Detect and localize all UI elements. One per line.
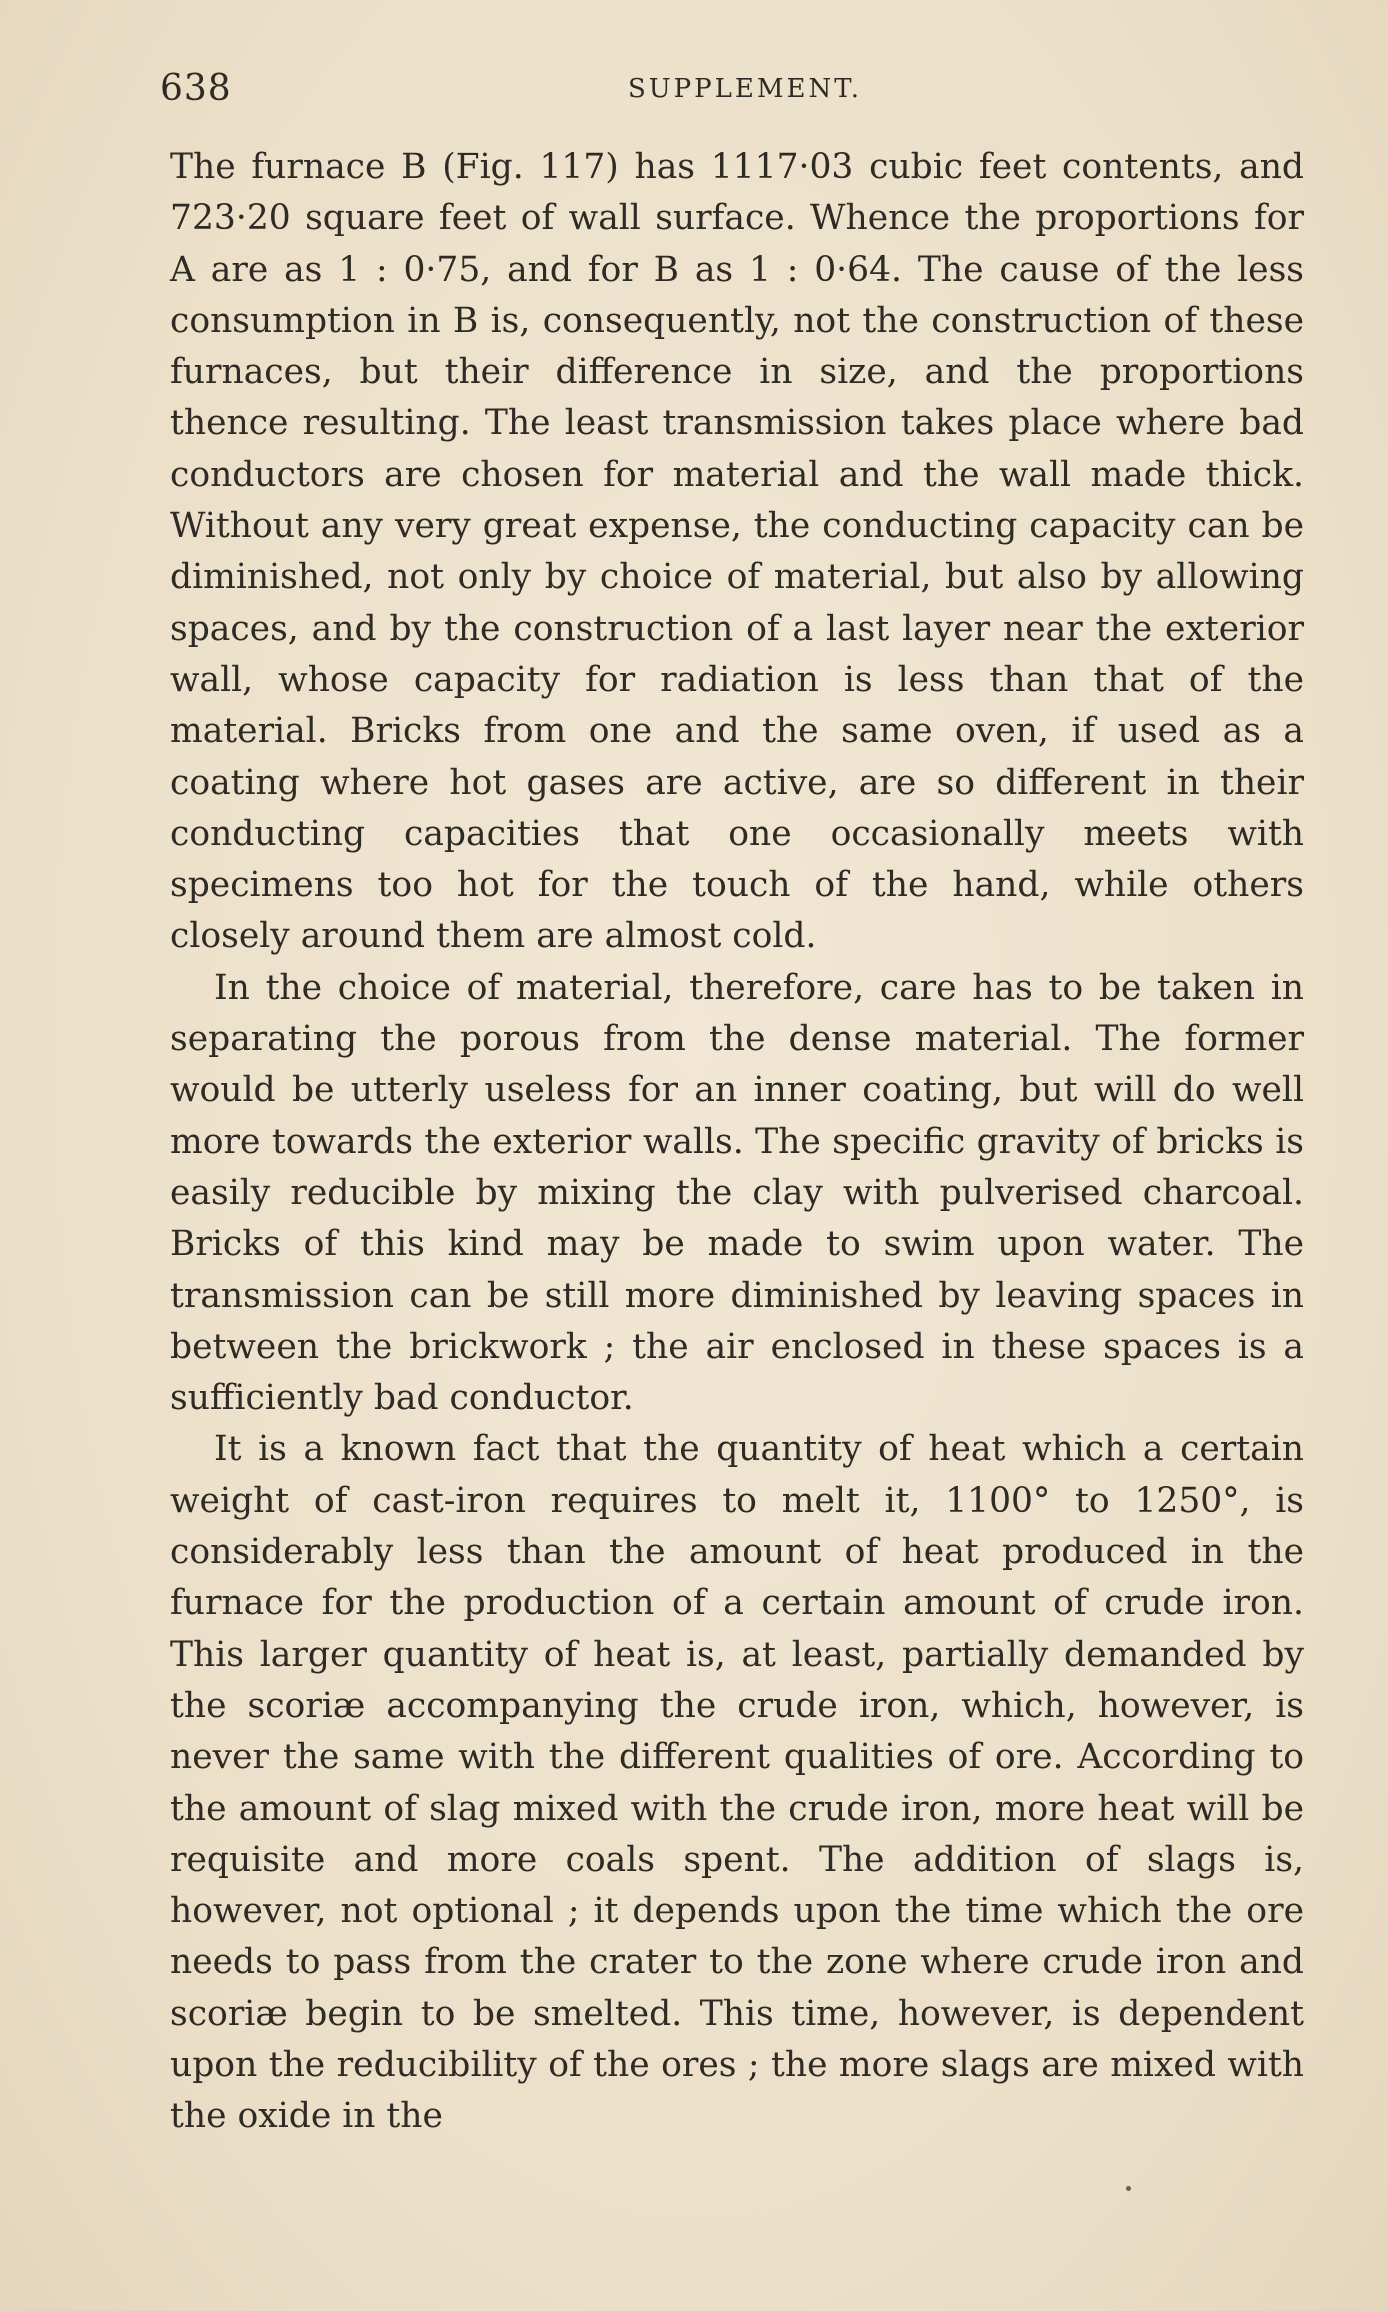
running-head	[160, 68, 1300, 118]
paragraph-1: The furnace B (Fig. 117) has 1117·03 cubic feet contents, and 723·20 square feet of wall surface. Whence the proportions for A are as 1 : 0·75, and for B as 1 : 0·64. The cause of the less consumption in B is, consequently, not the construction of these furnaces, but their difference in size, and the proportions thence resulting. The least transmission takes place where bad conductors are chosen for material and the wall made thick. Without any very great expense, the conducting capacity can be diminished, not only by choice of material, but also by allowing spaces, and by the construction of a last layer near the exterior wall, whose capacity for radiation is less than that of the material. Bricks from one and the same oven, if used as a coating where hot gases are active, are so different in their conducting capacities that one occasionally meets with specimens too hot for the touch of the hand, while others closely around them are almost cold.	[170, 147, 1304, 957]
running-head-title: SUPPLEMENT.	[627, 74, 863, 104]
body-text	[170, 142, 1304, 2143]
paragraph-3: It is a known fact that the quantity of heat which a certain weight of cast-iron requires to melt it, 1100° to 1250°, is considerably less than the amount of heat produced in the furnace for the production of a certain amount of crude iron. This larger quantity of heat is, at least, partially demanded by the scoriæ accompanying the crude iron, which, however, is never the same with the different qualities of ore. According to the amount of slag mixed with the crude iron, more heat will be requisite and more coals spent. The addition of slags is, however, not optional ; it depends upon the time which the ore needs to pass from the crater to the zone where crude iron and scoriæ begin to be smelted. This time, however, is dependent upon the reducibility of the ores ; the more slags are mixed with the oxide in the	[170, 1429, 1304, 2137]
page-number: 638	[160, 68, 232, 109]
ink-speck	[1126, 2186, 1131, 2191]
paragraph-2: In the choice of material, therefore, care has to be taken in separating the porous from the dense material. The former would be utterly useless for an inner coating, but will do well more towards the exterior walls. The specific gravity of bricks is easily reducible by mixing the clay with pulverised charcoal. Bricks of this kind may be made to swim upon water. The transmission can be still more diminished by leaving spaces in between the brickwork ; the air enclosed in these spaces is a sufficiently bad conductor.	[170, 967, 1304, 1419]
